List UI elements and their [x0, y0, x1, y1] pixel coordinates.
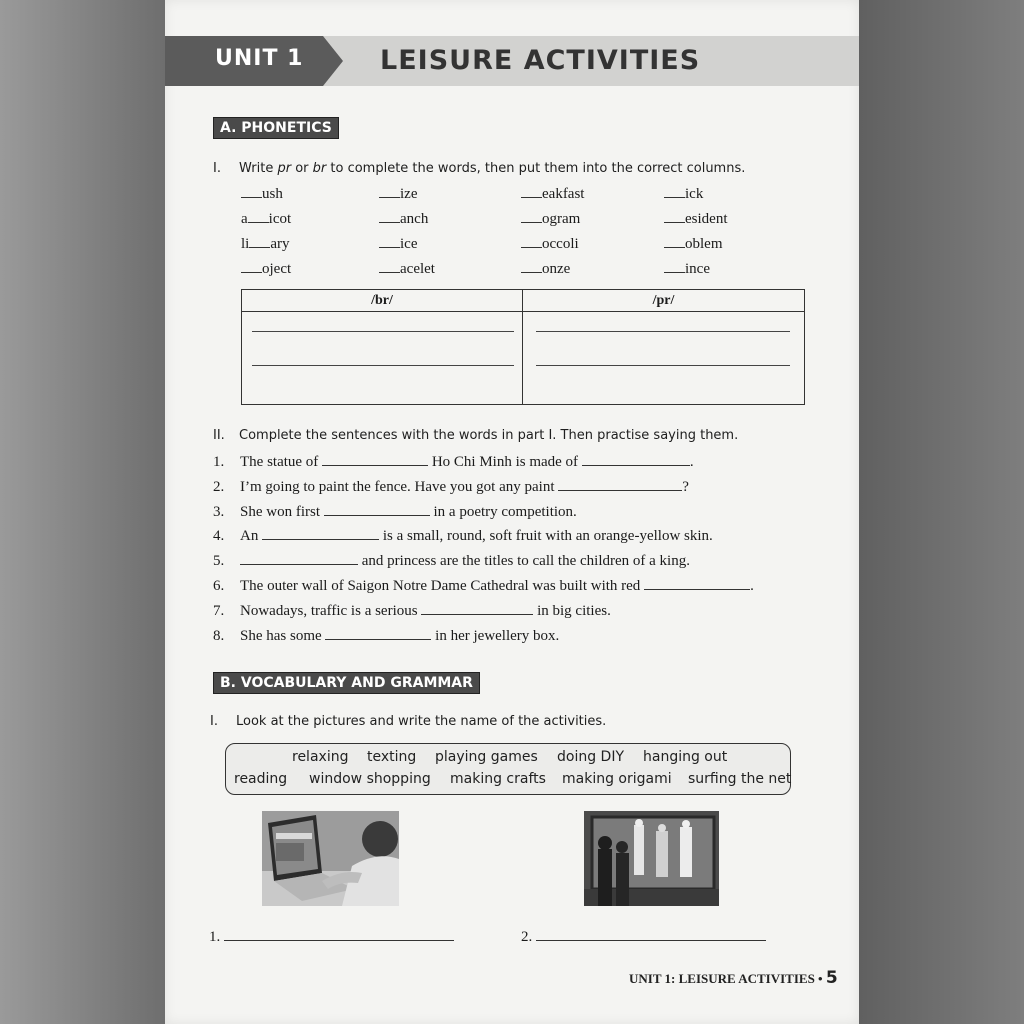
answer-number: 2.	[521, 929, 533, 945]
word-suffix: acelet	[400, 261, 435, 277]
sentence-number: 1.	[213, 454, 225, 470]
word-option: doing DIY	[557, 749, 625, 765]
workbook-page	[165, 0, 859, 1024]
sentence-text: She won first	[240, 503, 324, 520]
sentence-text: Nowadays, traffic is a serious	[240, 602, 422, 619]
word-box	[225, 743, 791, 795]
sentence-text: and princess are the titles to call the children of a king.	[358, 553, 690, 570]
sentence-number: 3.	[213, 503, 225, 520]
answer-1	[209, 929, 454, 946]
phonetics-word	[241, 236, 290, 253]
word-blank[interactable]	[379, 236, 400, 248]
column-pr-header: /pr/	[523, 290, 804, 312]
word-option: reading	[234, 771, 288, 787]
sentence-number: 5.	[213, 553, 225, 570]
phonetics-word	[521, 211, 580, 228]
phonetics-word	[379, 261, 435, 278]
word-suffix: ogram	[542, 211, 581, 227]
word-suffix: oblem	[685, 236, 723, 252]
answer-line-br-1[interactable]	[252, 331, 514, 332]
sentence-5	[213, 553, 690, 570]
phonetics-word	[521, 186, 584, 203]
word-option: playing games	[435, 749, 538, 765]
word-suffix: ush	[262, 186, 283, 202]
exercise-a1-instruction	[213, 161, 745, 176]
sentence-1	[213, 454, 694, 471]
section-a-title: A. PHONETICS	[213, 117, 339, 139]
phonetics-word	[379, 186, 417, 203]
photo-window-shopping	[584, 811, 719, 906]
word-suffix: oject	[262, 261, 292, 277]
sentence-number: 2.	[213, 478, 225, 495]
photo-laptop	[262, 811, 399, 906]
word-blank[interactable]	[379, 186, 400, 198]
word-suffix: ick	[685, 186, 704, 202]
background-left	[0, 0, 165, 1024]
sentence-6	[213, 578, 754, 595]
phonetics-word	[379, 211, 428, 228]
sentence-text: in a poetry competition.	[429, 503, 577, 520]
phonetics-word	[521, 236, 579, 253]
sentence-text: in her jewellery box.	[431, 627, 560, 644]
word-blank[interactable]	[241, 186, 262, 198]
instruction-text: Complete the sentences with the words in part I. Then practise saying them.	[239, 428, 739, 443]
word-blank[interactable]	[664, 186, 685, 198]
word-blank[interactable]	[664, 261, 685, 273]
sentence-number: 6.	[213, 578, 225, 594]
phonetics-word	[241, 186, 283, 203]
word-prefix: li	[241, 236, 250, 252]
sentence-text: Ho Chi Minh is made of	[428, 454, 582, 470]
footer-text: UNIT 1: LEISURE ACTIVITIES •	[629, 971, 823, 986]
word-blank[interactable]	[664, 211, 685, 223]
sentence-text: The statue of	[240, 454, 323, 470]
answer-number: 1.	[209, 929, 221, 945]
instruction-text: Write	[239, 161, 278, 176]
sentence-text: .	[750, 578, 754, 594]
word-blank[interactable]	[241, 261, 262, 273]
word-blank[interactable]	[664, 236, 685, 248]
word-option: making origami	[562, 771, 672, 787]
word-option: hanging out	[643, 749, 728, 765]
sentence-4	[213, 528, 713, 545]
sentence-7	[213, 603, 611, 620]
sentence-8	[213, 628, 559, 645]
word-suffix: eakfast	[542, 186, 585, 202]
table-divider	[522, 290, 523, 404]
section-b-title: B. VOCABULARY AND GRAMMAR	[213, 672, 480, 694]
answer-2	[521, 929, 766, 946]
sentence-blank[interactable]	[322, 454, 428, 466]
instruction-br: br	[312, 161, 327, 176]
word-option: texting	[367, 749, 417, 765]
word-suffix: anch	[400, 211, 429, 227]
instruction-text: to complete the words, then put them into the correct columns.	[326, 161, 746, 176]
phonetics-word	[241, 211, 291, 228]
instruction-text: or	[291, 161, 313, 176]
sentence-blank[interactable]	[421, 603, 533, 615]
word-suffix: ize	[400, 186, 418, 202]
instruction-text: Look at the pictures and write the name of the activities.	[236, 714, 607, 729]
sentence-text: is a small, round, soft fruit with an orange-yellow skin.	[379, 528, 713, 545]
phonetics-word	[664, 186, 703, 203]
phonetics-word	[379, 236, 417, 253]
word-option: relaxing	[292, 749, 349, 765]
sentence-blank[interactable]	[240, 553, 358, 565]
page-footer	[629, 968, 838, 988]
sentence-blank[interactable]	[582, 454, 690, 466]
answer-line-pr-2[interactable]	[536, 365, 790, 366]
word-blank[interactable]	[521, 211, 542, 223]
phonetics-word	[664, 211, 728, 228]
sentence-blank[interactable]	[558, 479, 682, 491]
exercise-b1-instruction	[210, 714, 606, 729]
word-prefix: a	[241, 211, 248, 227]
word-option: surfing the net	[688, 771, 792, 787]
sentence-blank[interactable]	[262, 528, 379, 540]
instruction-pr: pr	[277, 161, 292, 176]
exercise-a2-instruction	[213, 428, 738, 443]
word-option: making crafts	[450, 771, 546, 787]
unit-label: UNIT 1	[215, 46, 304, 71]
sentence-text: .	[689, 454, 694, 470]
answer-line-pr-1[interactable]	[536, 331, 790, 332]
column-br-header: /br/	[242, 290, 522, 312]
sentence-text: ?	[682, 478, 689, 495]
word-blank[interactable]	[521, 186, 542, 198]
word-suffix: ary	[270, 236, 290, 252]
sentence-blank[interactable]	[324, 504, 430, 516]
phonetics-word	[521, 261, 570, 278]
sentence-blank[interactable]	[325, 628, 431, 640]
sentence-text: An	[240, 528, 263, 545]
exercise-number: II.	[213, 428, 225, 443]
word-suffix: esident	[685, 211, 728, 227]
word-blank[interactable]	[379, 211, 400, 223]
sentence-text: She has some	[240, 627, 326, 644]
sound-columns-table	[241, 289, 805, 405]
word-blank[interactable]	[379, 261, 400, 273]
sentence-number: 8.	[213, 627, 225, 644]
background-right	[859, 0, 1024, 1024]
phonetics-word	[241, 261, 291, 278]
sentence-2	[213, 479, 689, 496]
word-blank[interactable]	[521, 261, 542, 273]
unit-title: LEISURE ACTIVITIES	[380, 45, 701, 76]
sentence-text: in big cities.	[533, 602, 611, 619]
word-blank[interactable]	[521, 236, 542, 248]
word-suffix: onze	[542, 261, 571, 277]
phonetics-word	[664, 236, 723, 253]
exercise-number: I.	[210, 714, 218, 729]
sentence-text: The outer wall of Saigon Notre Dame Cathedral was built with red	[240, 578, 645, 594]
word-blank[interactable]	[248, 211, 269, 223]
answer-line-1[interactable]	[224, 929, 454, 941]
word-suffix: occoli	[542, 236, 579, 252]
page-number: 5	[825, 968, 838, 988]
word-blank[interactable]	[249, 236, 270, 248]
phonetics-word	[664, 261, 710, 278]
word-suffix: ince	[685, 261, 710, 277]
exercise-number: I.	[213, 161, 221, 176]
word-suffix: icot	[268, 211, 292, 227]
word-suffix: ice	[400, 236, 418, 252]
sentence-number: 7.	[213, 602, 225, 619]
answer-line-2[interactable]	[536, 929, 766, 941]
word-option: window shopping	[309, 771, 431, 787]
sentence-3	[213, 504, 577, 521]
sentence-blank[interactable]	[644, 578, 750, 590]
answer-line-br-2[interactable]	[252, 365, 514, 366]
sentence-text: I’m going to paint the fence. Have you got any paint	[240, 478, 559, 495]
sentence-number: 4.	[213, 528, 225, 545]
